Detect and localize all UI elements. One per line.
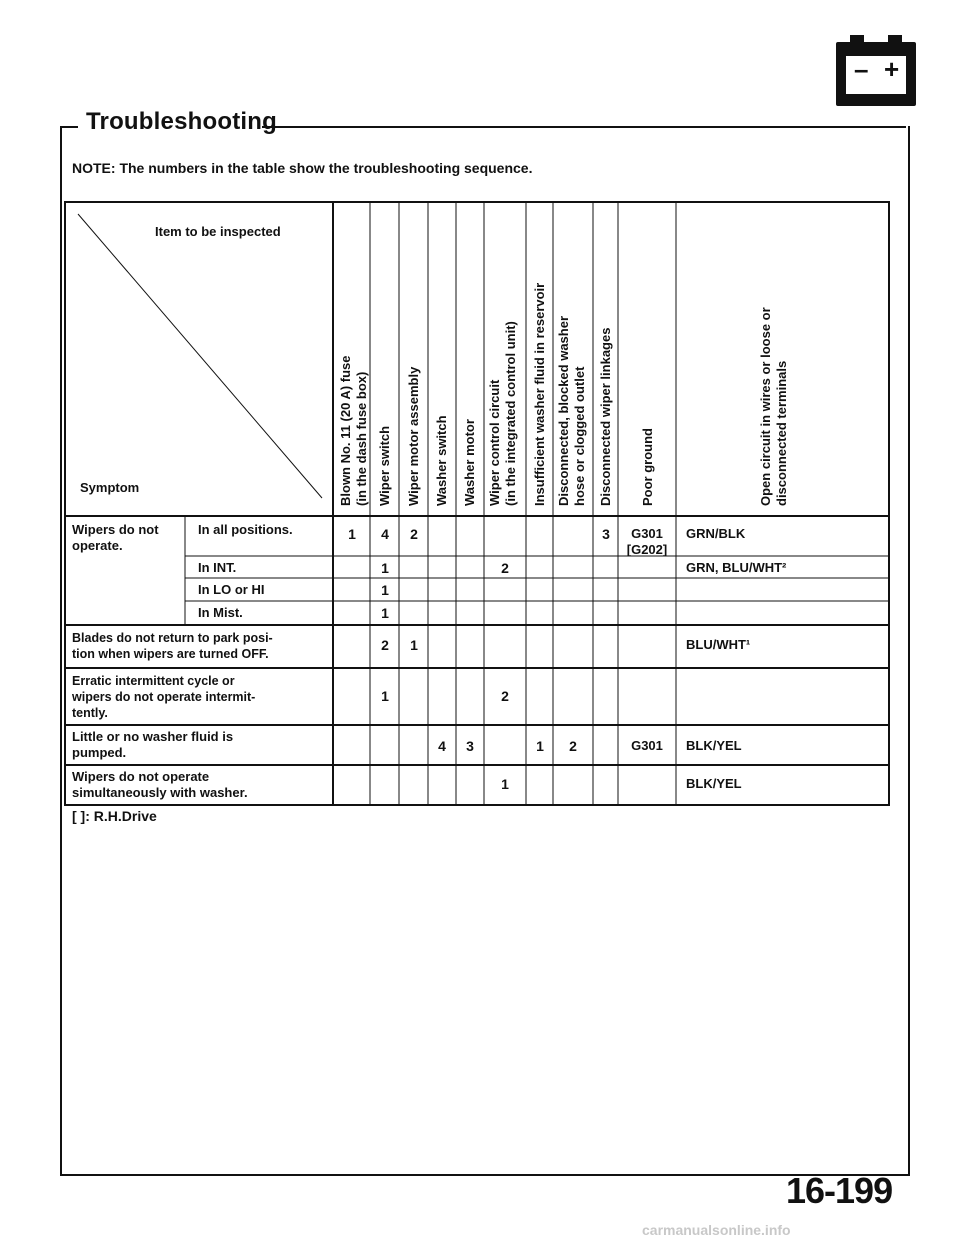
- table-cell: 2: [501, 688, 509, 704]
- col-header-poor-ground: Poor ground: [640, 428, 655, 506]
- table-cell: 2: [569, 738, 577, 754]
- col-header-insufficient-fluid: Insufficient washer fluid in reservoir: [532, 282, 547, 506]
- col-header-washer-switch: Washer switch: [434, 415, 449, 506]
- corner-item-label: Item to be inspected: [155, 224, 281, 239]
- table-cell: 3: [602, 526, 610, 542]
- symptom-little-fluid: Little or no washer fluid is pumped.: [72, 729, 234, 760]
- table-cell: BLK/YEL: [686, 738, 742, 753]
- symptom-erratic-intermittent: Erratic intermittent cycle or wipers do not operate intermit- tently.: [72, 674, 256, 720]
- table-cell: 1: [348, 526, 356, 542]
- symptom-blades-not-return: Blades do not return to park posi- tion when wipers are turned OFF.: [72, 631, 273, 661]
- table-cell: 1: [381, 605, 389, 621]
- table-cell: 4: [381, 526, 389, 542]
- table-cell: 1: [381, 560, 389, 576]
- rhd-footnote: [ ]: R.H.Drive: [72, 808, 157, 824]
- table-cell: 2: [410, 526, 418, 542]
- table-cell: 1: [410, 637, 418, 653]
- subrow-mist: In Mist.: [198, 605, 243, 620]
- col-header-wiper-motor: Wiper motor assembly: [406, 366, 421, 506]
- col-header-washer-motor: Washer motor: [462, 419, 477, 506]
- table-cell: 2: [501, 560, 509, 576]
- col-header-wiper-control-circuit: Wiper control circuit (in the integrated control unit): [487, 321, 518, 506]
- table-cell: G301: [631, 738, 663, 753]
- col-header-wiper-linkages: Disconnected wiper linkages: [598, 327, 613, 506]
- subrow-lo-hi: In LO or HI: [198, 582, 265, 597]
- table-cell-rhd: [G202]: [626, 542, 668, 557]
- note-text: NOTE: The numbers in the table show the troubleshooting sequence.: [72, 160, 533, 176]
- col-header-wiper-switch: Wiper switch: [377, 425, 392, 506]
- corner-symptom-label: Symptom: [80, 480, 140, 495]
- table-cell: 1: [381, 582, 389, 598]
- col-header-blocked-hose: Disconnected, blocked washer hose or clogged outlet: [556, 315, 587, 506]
- table-cell: GRN/BLK: [686, 526, 746, 541]
- battery-icon: – +: [836, 42, 916, 106]
- table-cell: G301: [631, 526, 663, 541]
- page-number: 16-199: [786, 1170, 893, 1211]
- table-cell: 1: [501, 776, 509, 792]
- table-cell: BLK/YEL: [686, 776, 742, 791]
- table-cell: GRN, BLU/WHT²: [686, 560, 787, 575]
- watermark-text: carmanualsonline.info: [642, 1222, 791, 1238]
- page-title: Troubleshooting: [86, 108, 277, 135]
- table-cell: 4: [438, 738, 446, 754]
- table-cell: BLU/WHT¹: [686, 637, 751, 652]
- subrow-int: In INT.: [198, 560, 237, 575]
- table-cell: 1: [536, 738, 544, 754]
- col-header-fuse: Blown No. 11 (20 A) fuse (in the dash fuse box): [338, 355, 369, 506]
- symptom-not-simultaneous: Wipers do not operate simultaneously with washer.: [72, 769, 248, 800]
- table-cell: 3: [466, 738, 474, 754]
- symptom-wipers-do-not-operate: Wipers do not operate.: [72, 522, 159, 553]
- subrow-all-positions: In all positions.: [198, 522, 293, 537]
- col-header-open-circuit: Open circuit in wires or loose or disconnected terminals: [758, 307, 789, 506]
- table-cell: 1: [381, 688, 389, 704]
- table-cell: 2: [381, 637, 389, 653]
